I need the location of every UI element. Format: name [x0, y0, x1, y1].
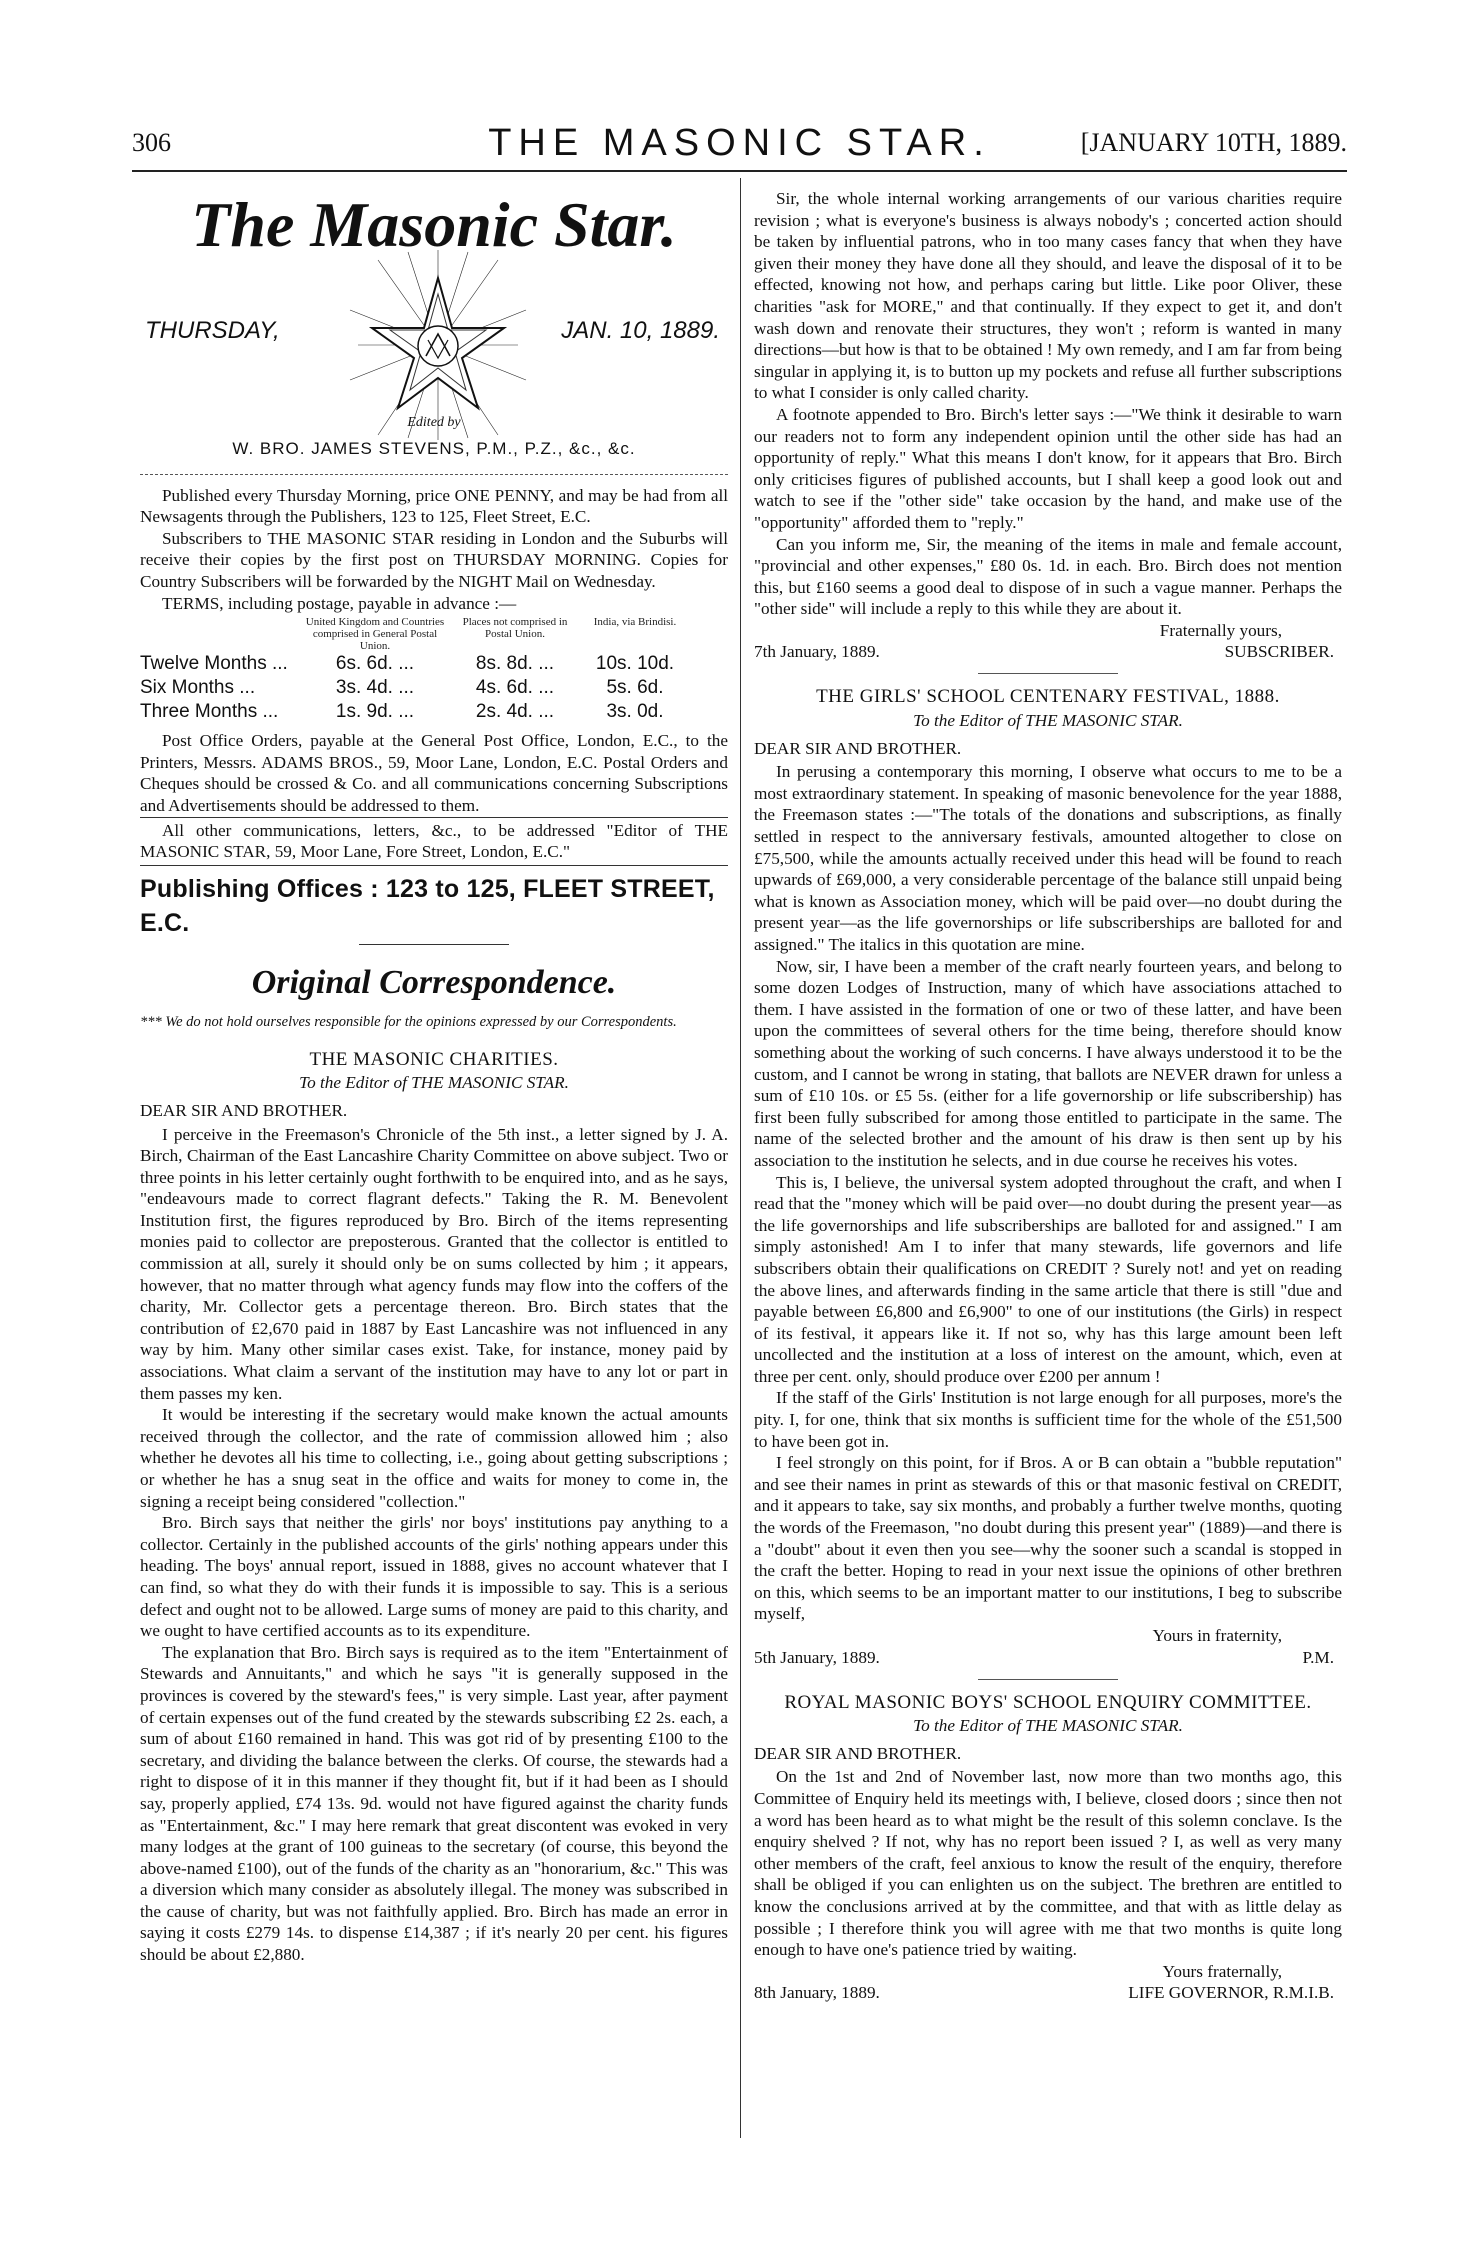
- disclaimer: *** We do not hold ourselves responsible for the opinions expressed by our Correspondents.: [140, 1013, 677, 1030]
- rate-period: Six Months ...: [140, 677, 256, 699]
- paragraph: In perusing a contemporary this morning, I observe what occurs to me to be a most extraordinary statement. In speaking of masonic benevolence for the year 1888, the Freemason states :—"The totals of the donations and subscriptions, as finally settled in respect to the anniversary festivals, amounted altogether to close on £75,500, while the amounts actually received under this head will be found to reach upwards of £69,000, a very considerable percentage of the balance still unpaid being what is known as Association money, which will be paid over—no doubt during the present year—as the life governorships or life subscriberships are balloted for and assigned." The italics in this quotation are mine.: [754, 762, 1342, 954]
- paragraph: Bro. Birch says that neither the girls' nor boys' institutions pay anything to a collector. Certainly in the published accounts of the girls' nothing appears under this heading. The boys' annual report, issued in 1888, gives no account whatever that I can find, so what they do with their funds it is impossible to say. This is a serious defect and ought not to be allowed. Large sums of money are paid to this charity, and we ought to have certified accounts as to its expenditure.: [140, 1513, 728, 1641]
- signoff: [754, 1982, 1342, 2004]
- article-title: THE MASONIC CHARITIES.: [309, 1048, 559, 1070]
- rate-india: 3s. 0d.: [606, 701, 664, 723]
- table-row: [140, 700, 728, 724]
- rate-india: 5s. 6d.: [606, 677, 664, 699]
- paragraph: Now, sir, I have been a member of the craft nearly fourteen years, and belong to some dozen Lodges of Instruction, many of which have associations attached to them. I have assisted in the formation of one or two of these latter, and have been upon the committees of several others for the time being, therefore should know something about the working of such concerns. I have always understood it to be the custom, and I cannot be wrong in stating, that ballots are NEVER drawn for unless a sum of £10 10s. or £5 5s. (either for a life governorship or life subscribership) has first been fully subscribed for among those entitled to participate in the same. The name of the selected brother and the amount of his draw is then sent up by his association to the institution he selects, and in due course he receives his votes.: [754, 956, 1342, 1170]
- signature: P.M.: [1302, 1647, 1334, 1667]
- section-heading: Original Correspondence.: [251, 963, 617, 1001]
- signoff: [754, 641, 1342, 663]
- rates-col-india: India, via Brindisi.: [593, 616, 677, 629]
- page-number: 306: [132, 128, 171, 157]
- paragraph: It would be interesting if the secretary would make known the actual amounts received through the collector, and the rate of commission allowed him ; also whether he devotes all his time to collecting, i.e., going about getting subscriptions ; or whether he has a snug seat in the office and waits for money to come in, the signing a receipt being considered "collection.": [140, 1405, 728, 1511]
- issue-date: [JANUARY 10TH, 1889.: [1080, 128, 1347, 157]
- paragraph: On the 1st and 2nd of November last, now more than two months ago, this Committee of Enquiry held its meetings with, I believe, closed doors ; since then not a word has been heard as to what might be the result of this solemn conclave. Is the enquiry shelved ? If not, why has no report been issued ? I, as well as very many other members of the craft, feel anxious to know the result of the enquiry, therefore shall be obliged if you can enlighten us on the subject. The brethren are entitled to know the conclusions arrived at by the committee, and that with as little delay as possible ; I therefore think you will agree with me that two months is quite long enough to have one's patience tried by waiting.: [754, 1767, 1342, 1960]
- editor-name: W. BRO. JAMES STEVENS, P.M., P.Z., &c., &c.: [232, 439, 636, 458]
- subscriber-notice: Subscribers to THE MASONIC STAR residing in London and the Suburbs will receive their copies by the first post on THURSDAY MORNING. Copies for Country Subscribers will be forwarded by the NIGHT Mail on Wednesday.: [140, 528, 728, 591]
- article-addressee: To the Editor of THE MASONIC STAR.: [913, 711, 1183, 731]
- rates-header: [140, 616, 728, 652]
- section-rule: [359, 944, 509, 945]
- rates-col-other: Places not comprised in Postal Union.: [462, 616, 568, 641]
- paragraph: The explanation that Bro. Birch says is required as to the item "Entertainment of Stewards and Annuitants," and which he says "it is generally supposed in the provinces is covered by the steward's fees," is very simple. Last year, after payment of certain expenses out of the fund created by the stewards subscribing £2 2s. each, a sum of about £160 remained in hand. This was got rid of by presenting £100 to the secretary, and dividing the balance between the clerks. Of course, the stewards had a right to dispose of it in this manner if they thought fit, but if it had been as I should say, properly applied, £74 13s. 9d. would not have figured against the charity funds as "Entertainment, &c." I may here remark that great discontent was evoked in very many lodges at the grant of 100 guineas to the secretary (of course, this beyond the above-named £100), out of the funds of the charity as an "honorarium, &c." This was a diversion which many consider as absolutely illegal. The money was subscribed in the cause of charity, but was not faithfully applied. Bro. Birch has made an error in saying it costs £279 14s. to dispense £14,387 ; if it's nearly 20 per cent. his figures should be about £2,880.: [140, 1642, 728, 1965]
- right-column: [754, 188, 1342, 2004]
- left-column: [140, 188, 728, 1966]
- salutation: DEAR SIR AND BROTHER.: [140, 1100, 348, 1120]
- rate-other: 4s. 6d. ...: [475, 677, 555, 699]
- article-addressee: To the Editor of THE MASONIC STAR.: [299, 1073, 569, 1093]
- section-rule: [978, 673, 1118, 674]
- terms-heading: TERMS, including postage, payable in advance :—: [162, 593, 517, 613]
- signature: SUBSCRIBER.: [1224, 642, 1334, 662]
- rates-col-period: [140, 616, 300, 652]
- table-row: [140, 652, 728, 676]
- section-rule: [978, 1679, 1118, 1680]
- edited-by: Edited by: [407, 415, 461, 430]
- article-addressee: To the Editor of THE MASONIC STAR.: [913, 1716, 1183, 1736]
- rates-col-uk: United Kingdom and Countries comprised in General Postal Union.: [305, 616, 445, 653]
- closing: Yours in fraternity,: [1152, 1626, 1282, 1645]
- closing: Yours fraternally,: [1162, 1961, 1282, 1981]
- subscription-rates-table: [140, 616, 728, 724]
- rate-other: 8s. 8d. ...: [475, 653, 555, 675]
- publishing-offices: Publishing Offices : 123 to 125, FLEET STREET, E.C.: [140, 874, 715, 937]
- salutation: DEAR SIR AND BROTHER.: [754, 738, 962, 758]
- rate-uk: 3s. 4d. ...: [335, 677, 415, 699]
- paragraph: If the staff of the Girls' Institution is not large enough for all purposes, more's the pity. I, for one, think that six months is sufficient time for the whole of the £51,500 to have been got in.: [754, 1388, 1342, 1451]
- paragraph: Sir, the whole internal working arrangements of our various charities require revision ; what is everyone's business is always nobody's ; concerted action should be taken by influential patrons, who in too many cases fancy that when they have given their money they have done all they should, and leave the disposal of it to be effected, knowing not how, and perhaps caring but little. Like poor Oliver, these charities "ask for MORE," and that continually. If they expect to get it, and don't wash down and renovate their structures, they won't ; reform is wanted in many directions—but how is that to be obtained ! My own remedy, and I am far from being singular in applying it, is to button up my pockets and refuse all further subscriptions to what I consider is only called charity.: [754, 189, 1342, 403]
- rate-other: 2s. 4d. ...: [475, 701, 555, 723]
- rate-period: Twelve Months ...: [140, 653, 288, 675]
- paragraph: I perceive in the Freemason's Chronicle of the 5th inst., a letter signed by J. A. Birch, Chairman of the East Lancashire Charity Committee on above subject. Two or three points in his letter certainly ought forthwith to be enquired into, and as he says, "endeavours made to correct flagrant defects." Taking the R. M. Benevolent Institution first, the figures reproduced by Bro. Birch of the items representing monies paid to collector are preposterous. Granted that the collector is entitled to commission at all, surely it should only be on sums collected by him ; it appears, however, that no matter through what agency funds may flow into the coffers of the charity, Mr. Collector gets a percentage thereon. Bro. Birch states that the contribution of £2,670 paid in 1887 by East Lancashire was not influenced in any way by him. Many other similar cases exist. Take, for instance, money paid by associations. What claim a servant of the institution may have to any lot or part in them passes my ken.: [140, 1124, 728, 1403]
- masthead-row: [140, 262, 728, 452]
- signature: LIFE GOVERNOR, R.M.I.B.: [1128, 1983, 1334, 2003]
- article-title: THE GIRLS' SCHOOL CENTENARY FESTIVAL, 1888.: [816, 686, 1280, 708]
- paragraph: This is, I believe, the universal system adopted throughout the craft, and when I read that the "money which will be paid over—no doubt during the present year—as the life governorships and life subscriberships are balloted for and assigned." I am simply astonished! Am I to infer that many stewards, life governors and life subscribers obtain their qualifications on CREDIT ? Surely not! and yet on reading the above lines, and afterwards finding in the same article that there is still "due and payable between £6,800 and £6,900" to one of our institutions (the Girls) in respect of its festival, it appears like it. If not so, why has this large amount been left uncollected and the institution at a loss of interest on the amount, which, even at three per cent. only, should produce over £200 per annum !: [754, 1172, 1342, 1386]
- masthead-day: THURSDAY,: [145, 317, 280, 344]
- rate-india: 10s. 10d.: [595, 653, 675, 675]
- paragraph: I feel strongly on this point, for if Bros. A or B can obtain a "bubble reputation" and see their names in print as stewards of this or that masonic festival on CREDIT, and it appears to take, say six months, and probably a further twelve months, quoting the words of the Freemason, "no doubt during this present year" (1889)—and there is a "doubt" about it even then you see—why the sooner such a scandal is stopped in the craft the better. Hoping to read in your next issue the opinions of other brethren on this, which seems to be an important matter to our institutions, I beg to subscribe myself,: [754, 1453, 1342, 1624]
- paragraph: Can you inform me, Sir, the meaning of the items in male and female account, "provincial and other expenses," £80 0s. 1d. in each. Bro. Birch does not mention this, but £160 seems a good deal to dispose of in such a vague manner. Perhaps the "other side" will include a reply to this while they are about it.: [754, 534, 1342, 619]
- masthead-date: JAN. 10, 1889.: [561, 317, 720, 344]
- editor-address-notice: All other communications, letters, &c., to be addressed "Editor of THE MASONIC STAR, 59, Moor Lane, Fore Street, London, E.C.": [140, 817, 728, 866]
- closing: Fraternally yours,: [1159, 620, 1282, 640]
- rate-uk: 6s. 6d. ...: [335, 653, 415, 675]
- running-head: [132, 120, 1347, 166]
- signoff: [754, 1647, 1342, 1669]
- letter-date: 8th January, 1889.: [754, 1983, 880, 2003]
- article-title: ROYAL MASONIC BOYS' SCHOOL ENQUIRY COMMITTEE.: [784, 1691, 1312, 1713]
- dashed-rule: [140, 474, 728, 475]
- column-divider: [740, 178, 741, 2138]
- masthead-title: The Masonic Star.: [191, 189, 677, 260]
- rate-uk: 1s. 9d. ...: [335, 701, 415, 723]
- letter-date: 7th January, 1889.: [754, 642, 880, 662]
- salutation: DEAR SIR AND BROTHER.: [754, 1743, 962, 1763]
- paragraph: A footnote appended to Bro. Birch's letter says :—"We think it desirable to warn our readers not to form any independent opinion until the other side has had an opportunity of reply." What this means I don't know, for it appears that Bro. Birch only criticises figures of published accounts, but I shall keep a good look out and watch to see if the "other side" take occasion by the hand, and make use of the "opportunity" afforded them to "reply.": [754, 404, 1342, 532]
- letter-date: 5th January, 1889.: [754, 1647, 880, 1667]
- rate-period: Three Months ...: [140, 701, 279, 723]
- table-row: [140, 676, 728, 700]
- publication-notice: Published every Thursday Morning, price ONE PENNY, and may be had from all Newsagents through the Publishers, 123 to 125, Fleet Street, E.C.: [140, 485, 728, 527]
- payment-notice: Post Office Orders, payable at the General Post Office, London, E.C., to the Printers, Messrs. ADAMS BROS., 59, Moor Lane, London, E.C. Postal Orders and Cheques should be crossed & Co. and all communications concerning Subscriptions and Advertisements should be addressed to them.: [140, 731, 728, 815]
- header-rule: [132, 170, 1347, 172]
- running-title: THE MASONIC STAR.: [488, 122, 991, 164]
